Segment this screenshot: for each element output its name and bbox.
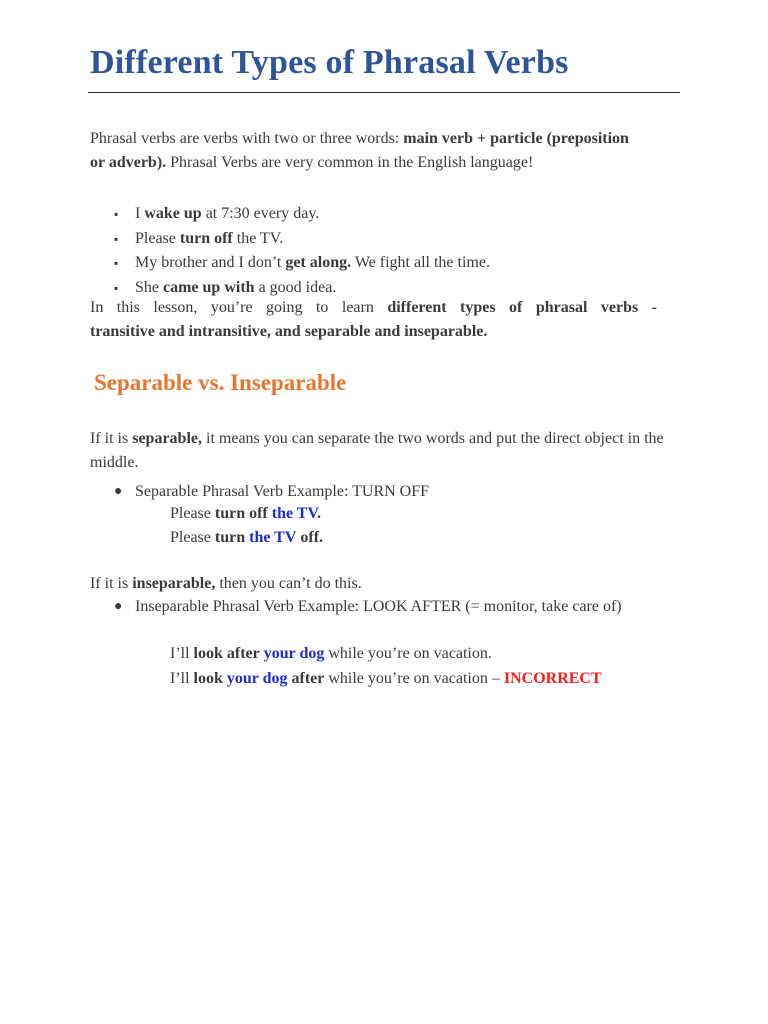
lesson-bold-1: different types of phrasal verbs - xyxy=(387,299,657,316)
square-bullet-icon: ▪ xyxy=(114,256,119,270)
list-item xyxy=(114,202,490,227)
separable-text-2: it means you can separate the two words and put the direct object in the middle. xyxy=(90,430,664,471)
title-underline xyxy=(88,92,680,93)
list-item-bold: came up with xyxy=(163,278,255,296)
sentence-text: while you’re on vacation. xyxy=(324,645,492,662)
sentence-text: I’ll xyxy=(170,645,194,662)
list-item-bold: turn off xyxy=(179,229,233,247)
inseparable-paragraph xyxy=(90,572,362,596)
lesson-line-1 xyxy=(90,296,657,320)
list-item-bold: get along. xyxy=(285,254,352,271)
separable-paragraph xyxy=(90,427,675,475)
intro-bold: main verb + particle (preposition or adverb). xyxy=(90,130,629,171)
inseparable-example-list xyxy=(114,596,622,618)
square-bullet-icon: ▪ xyxy=(114,280,119,295)
list-item xyxy=(114,227,490,252)
direct-object: the TV xyxy=(271,505,317,522)
section-heading: Separable vs. Inseparable xyxy=(94,370,347,395)
list-item xyxy=(114,481,429,503)
list-item-text: a good idea. xyxy=(254,278,337,296)
list-item-text: We fight all the time. xyxy=(351,254,490,271)
separable-bold: separable, xyxy=(132,430,202,447)
incorrect-label: INCORRECT xyxy=(503,670,602,687)
square-bullet-icon: ▪ xyxy=(114,207,119,221)
inseparable-sentence-2 xyxy=(170,667,602,691)
intro-text-1: Phrasal verbs are verbs with two or three words: xyxy=(90,130,404,147)
list-item-text: She xyxy=(135,278,163,296)
round-bullet-icon: ● xyxy=(114,599,123,614)
list-item xyxy=(114,251,490,276)
lesson-bold-2: transitive and intransitive, and separable and inseparable. xyxy=(90,323,488,340)
phrasal-verb-part: off. xyxy=(300,529,324,546)
phrasal-verb: look after xyxy=(193,645,260,662)
list-item-text: the TV. xyxy=(232,229,284,247)
phrasal-verb: turn off xyxy=(214,505,268,522)
sentence-text: Please xyxy=(170,529,215,546)
inseparable-bold: inseparable, xyxy=(132,575,216,592)
list-item-text: My brother and I don’t xyxy=(135,254,286,271)
inseparable-sentence-1 xyxy=(170,642,492,666)
intro-paragraph xyxy=(90,127,635,175)
sentence-text: Please xyxy=(170,505,215,522)
round-bullet-icon: ● xyxy=(114,484,123,499)
phrasal-verb-part: look xyxy=(193,670,223,687)
separable-sentence-2 xyxy=(170,526,323,550)
separable-example-label: Separable Phrasal Verb Example: TURN OFF xyxy=(135,483,430,500)
direct-object: your dog xyxy=(226,670,288,687)
separable-text-1: If it is xyxy=(90,430,133,447)
inseparable-example-label: Inseparable Phrasal Verb Example: LOOK AFTER (= monitor, take care of) xyxy=(135,598,622,615)
direct-object: the TV xyxy=(249,529,297,546)
separable-example-list xyxy=(114,481,429,503)
lesson-paragraph xyxy=(90,296,657,344)
intro-text-2: Phrasal Verbs are very common in the English language! xyxy=(166,154,534,171)
phrasal-verb-part: after xyxy=(291,670,325,687)
square-bullet-icon: ▪ xyxy=(114,231,119,246)
phrasal-verb-part: turn xyxy=(214,529,246,546)
page-title: Different Types of Phrasal Verbs xyxy=(90,44,569,81)
separable-sentence-1 xyxy=(170,502,321,526)
list-item-bold: wake up xyxy=(144,205,202,222)
inseparable-text-1: If it is xyxy=(90,575,133,592)
example-bullet-list xyxy=(114,202,490,300)
sentence-end: . xyxy=(316,505,321,522)
sentence-text: while you’re on vacation – xyxy=(324,670,504,687)
list-item-text: I xyxy=(135,205,145,222)
lesson-text: In this lesson, you’re going to learn xyxy=(90,299,388,316)
inseparable-text-2: then you can’t do this. xyxy=(215,575,362,592)
list-item xyxy=(114,596,622,618)
direct-object: your dog xyxy=(263,645,325,662)
sentence-text: I’ll xyxy=(170,670,194,687)
list-item-text: Please xyxy=(135,229,180,247)
list-item-text: at 7:30 every day. xyxy=(201,205,320,222)
